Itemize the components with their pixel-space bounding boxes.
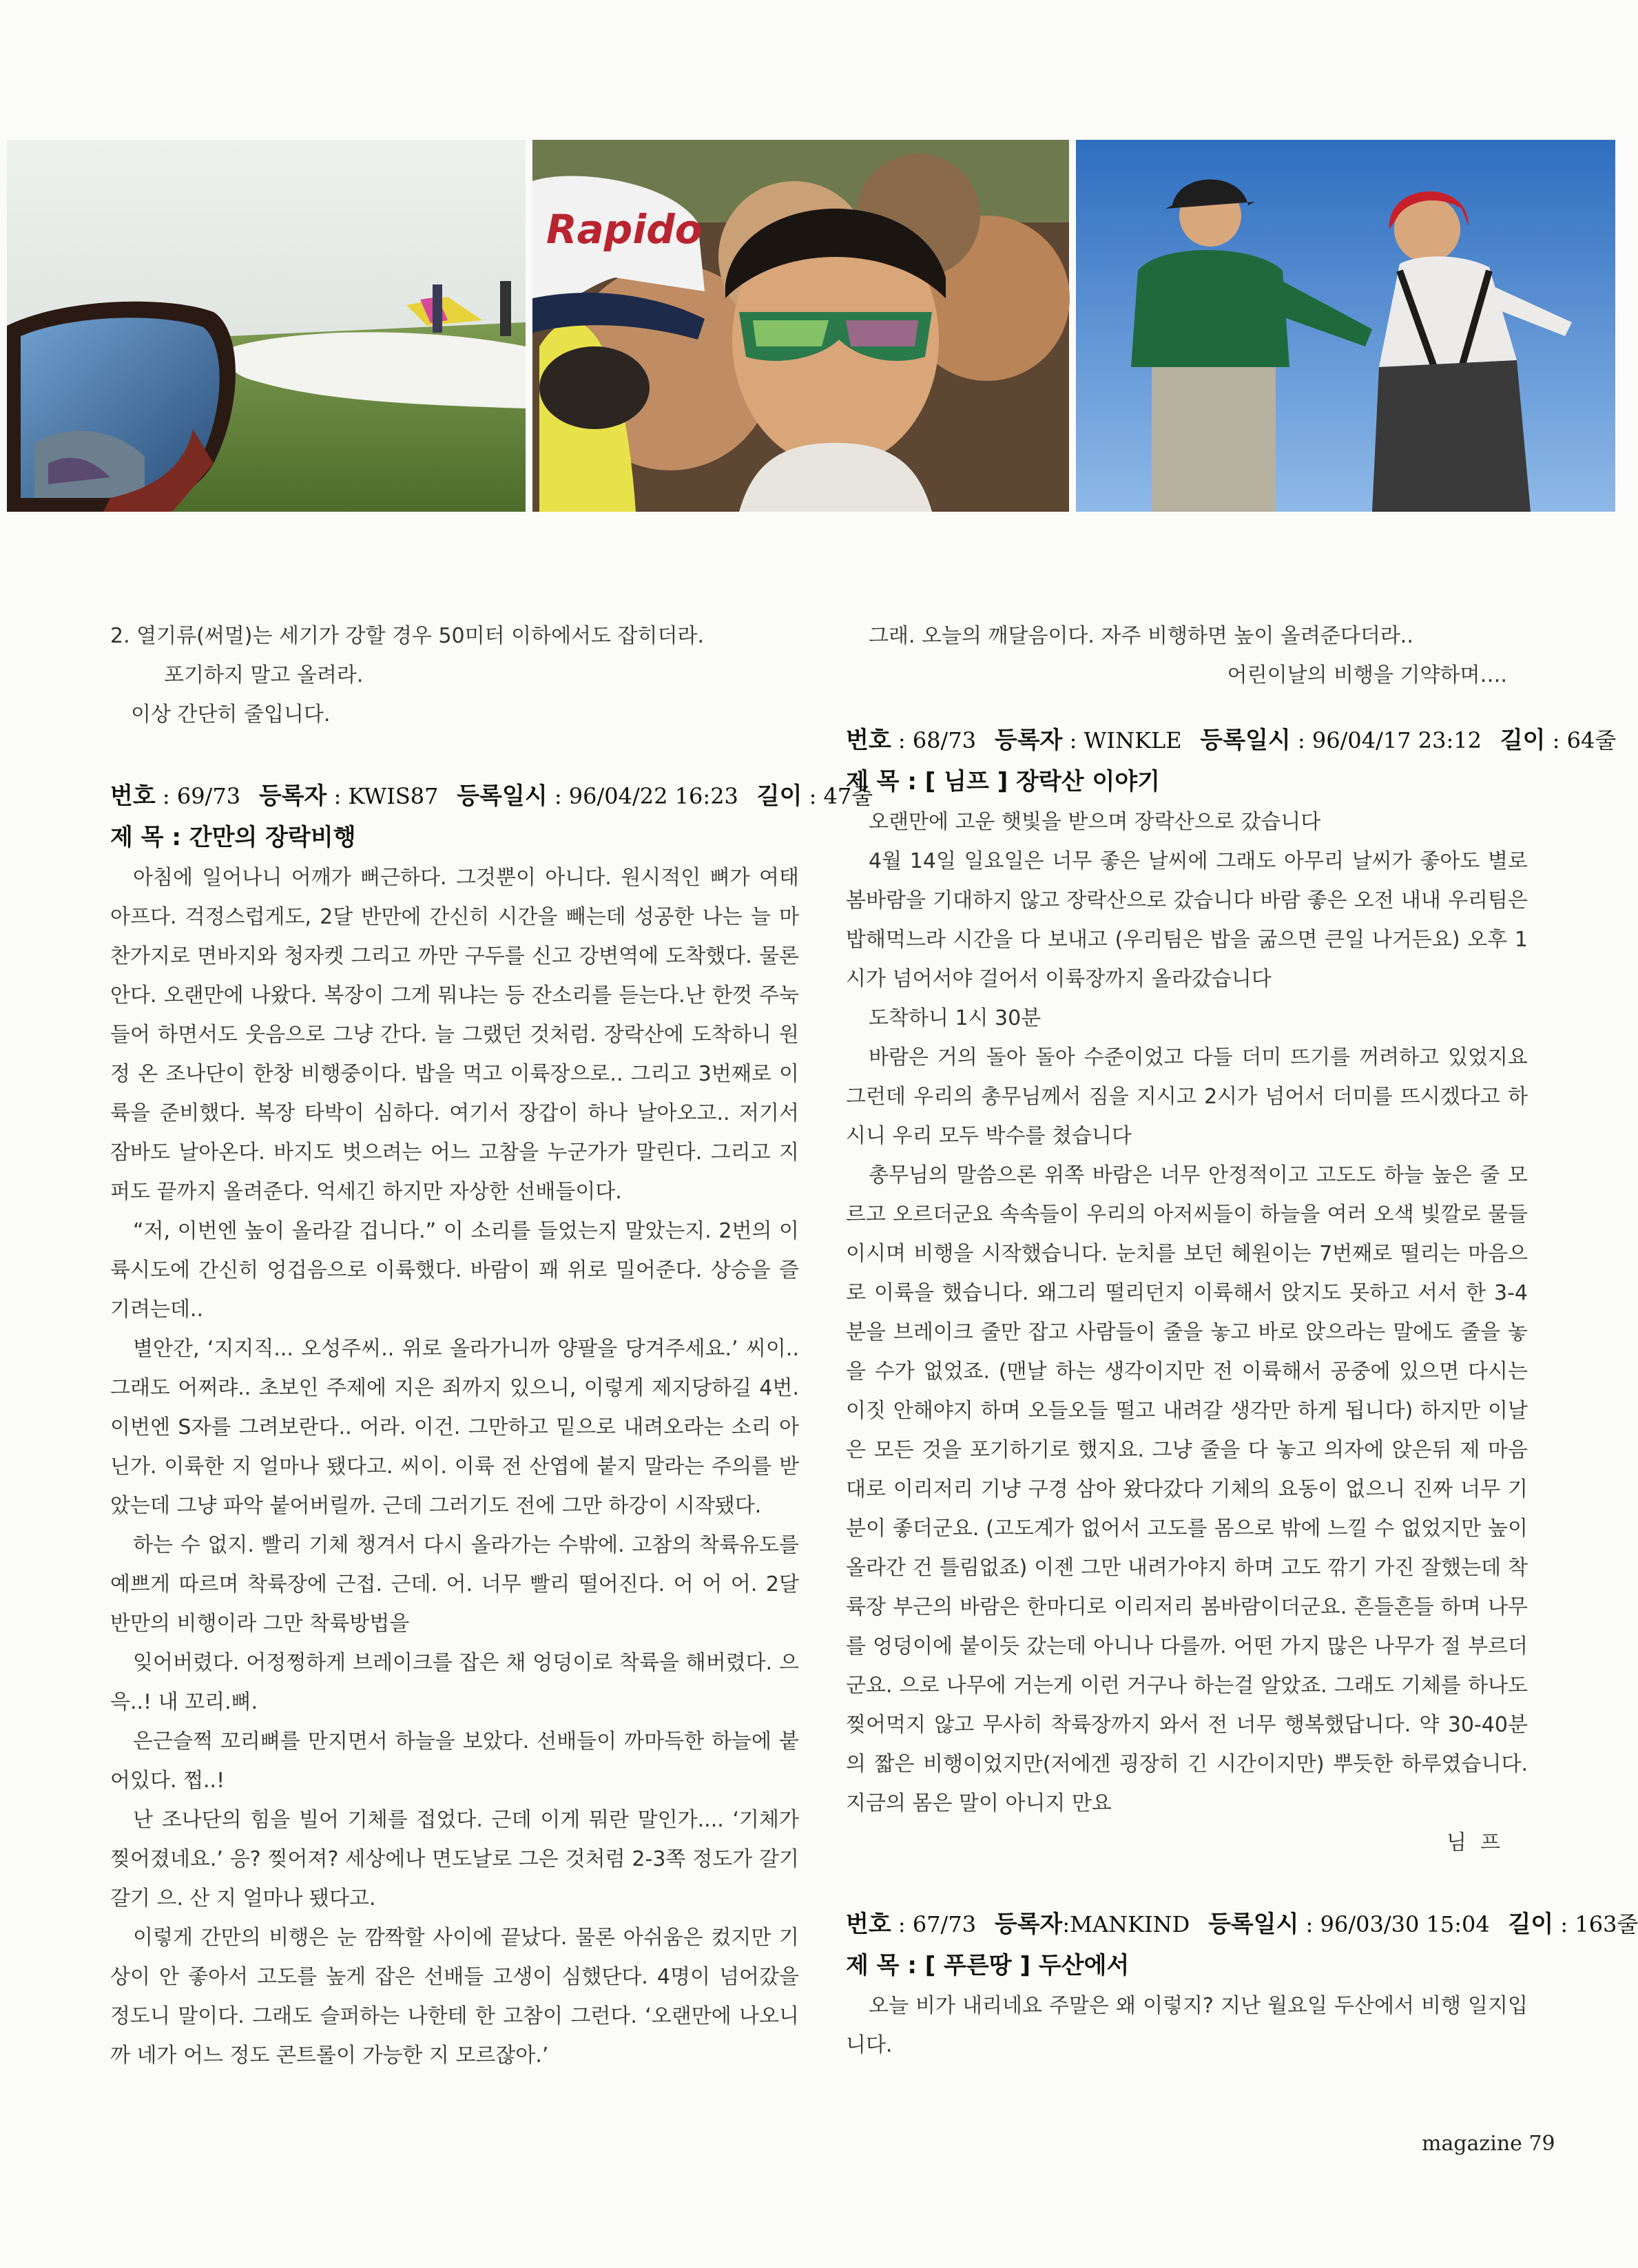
number-value: : 69/73	[155, 783, 241, 809]
number-label: 번호	[846, 727, 891, 754]
intro-line: 포기하지 말고 올려라.	[164, 663, 364, 687]
number-label: 번호	[110, 782, 156, 810]
intro-line: 어린이날의 비행을 기약하며….	[1227, 663, 1507, 687]
body-paragraph: 오랜만에 고운 햇빛을 받으며 장락산으로 갔습니다	[869, 810, 1321, 834]
intro-line: 그래. 오늘의 깨달음이다. 자주 비행하면 높이 올려준다더라..	[869, 624, 1413, 648]
author-label: 등록자	[994, 727, 1063, 754]
length-value: : 47줄	[802, 783, 873, 809]
photo-mirror-field-image	[7, 140, 526, 512]
date-label: 등록일시	[1208, 1911, 1299, 1938]
body-paragraph: 난 조나단의 힘을 빌어 기체를 접었다. 근데 이게 뭐란 말인가.... ‘기체가 찢어졌네요.’ 응? 찢어져? 세상에나 면도날로 그은 것처럼 2-3쪽 정도가 갈기갈기 으. 산 지 얼마나 됐다고.	[110, 1808, 799, 1911]
photo-crowd-goggles	[532, 140, 1069, 512]
post-title-67	[846, 1945, 1528, 1986]
date-value: : 96/04/22 16:23	[547, 783, 738, 809]
author-value: : KWIS87	[326, 783, 439, 809]
title-value: : [ 님프 ] 장락산 이야기	[899, 768, 1160, 795]
signature: 님프	[1447, 1831, 1514, 1855]
intro-line: 2. 열기류(써멀)는 세기가 강할 경우 50미터 이하에서도 잡히더라.	[110, 624, 705, 648]
date-value: : 96/04/17 23:12	[1290, 727, 1482, 753]
magazine-label: magazine	[1422, 2132, 1522, 2156]
post-header-67	[846, 1904, 1638, 1945]
author-label: 등록자	[258, 782, 327, 810]
left-column	[110, 616, 873, 2075]
body-paragraph: 별안간, ‘지지직... 오성주씨.. 위로 올라가니까 양팔을 당겨주세요.’ 씨이.. 그래도 어쩌랴.. 초보인 주제에 지은 죄까지 있으니, 이렇게 제지당하길 4번. 이번엔 S자를 그려보란다.. 어라. 이건. 그만하고 밑으로 내려오라는 소리 아닌가. 이륙한 지 얼마나 됐다고. 씨이. 이륙 전 산엽에 붙지 말라는 주의를 받았는데 그냥 파악 붙어버릴까. 근데 그러기도 전에 그만 하강이 시작됐다.	[110, 1337, 799, 1518]
body-paragraph: “저, 이번엔 높이 올라갈 겁니다.” 이 소리를 들었는지 말았는지. 2번의 이륙시도에 간신히 엉겁음으로 이륙했다. 바람이 꽤 위로 밀어준다. 상승을 즐기려는데..	[110, 1219, 799, 1322]
post-header-68	[846, 720, 1617, 761]
page-footer	[1422, 2132, 1555, 2156]
title-value: : 간만의 장락비행	[163, 824, 356, 851]
number-label: 번호	[846, 1911, 891, 1938]
cap-logo-text: Rapido	[546, 206, 703, 253]
title-label: 제 목	[846, 1952, 900, 1979]
number-value: : 67/73	[891, 1911, 977, 1937]
body-paragraph: 하는 수 없지. 빨리 기체 챙겨서 다시 올라가는 수밖에. 고참의 착륙유도를 예쁘게 따르며 착륙장에 근접. 근데. 어. 너무 빨리 떨어진다. 어 어 어. 2달 반만의 비행이라 그만 착륙방법을	[110, 1533, 799, 1636]
body-paragraph: 4월 14일 일요일은 너무 좋은 날씨에 그래도 아무리 날씨가 좋아도 별로 봄바람을 기대하지 않고 장락산으로 갔습니다 바람 좋은 오전 내내 우리팀은 밥해먹느라 시간을 다 보내고 (우리팀은 밥을 굶으면 큰일 나거든요) 오후 1시가 넘어서야 걸어서 이륙장까지 올라갔습니다	[846, 849, 1528, 991]
photo-mirror-field	[7, 140, 526, 512]
title-label: 제 목	[846, 768, 900, 795]
title-label: 제 목	[110, 824, 164, 851]
length-label: 길이	[756, 782, 802, 810]
author-value: :MANKIND	[1062, 1911, 1190, 1937]
body-paragraph: 총무님의 말씀으론 위쪽 바람은 너무 안정적이고 고도도 하늘 높은 줄 모르고 오르더군요 속속들이 우리의 아저씨들이 하늘을 여러 오색 빛깔로 물들이시며 비행을 시작했습니다. 눈치를 보던 혜원이는 7번째로 떨리는 마음으로 이륙을 했습니다. 왜그리 떨리던지 이륙해서 앉지도 못하고 서서 한 3-4 분을 브레이크 줄만 잡고 사람들이 줄을 놓고 바로 앉으라는 말에도 줄을 놓을 수가 없었죠. (맨날 하는 생각이지만 전 이륙해서 공중에 있으면 다시는 이짓 안해야지 하며 오들오들 떨고 내려갈 생각만 하게 됩니다) 하지만 이날은 모든 것을 포기하기로 했지요. 그냥 줄을 다 놓고 의자에 앉은뒤 제 마음대로 이리저리 기냥 구경 삼아 왔다갔다 기체의 요동이 없으니 진짜 너무 기분이 좋더군요. (고도계가 없어서 고도를 몸으로 밖에 느낄 수 없었지만 높이 올라간 건 틀림없죠) 이젠 그만 내려가야지 하며 고도 깎기 가진 잘했는데 착륙장 부근의 바람은 한마디로 이리저리 봄바람이더군요. 흔들흔들 하며 나무를 엉덩이에 붙이듯 갔는데 아니나 다를까. 어떤 가지 많은 나무가 절 부르더군요. 으로 나무에 거는게 이런 거구나 하는걸 알았죠. 그래도 기체를 하나도 찢어먹지 않고 무사히 착륙장까지 와서 전 너무 행복했답니다. 약 30-40분의 짧은 비행이었지만(저에겐 굉장히 긴 시간이지만) 뿌듯한 하루였습니다. 지금의 몸은 말이 아니지 만요	[846, 1163, 1528, 1816]
date-value: : 96/03/30 15:04	[1298, 1911, 1490, 1937]
photo-pilots-sky	[1076, 140, 1615, 512]
body-paragraph: 이렇게 간만의 비행은 눈 깜짝할 사이에 끝났다. 물론 아쉬움은 컸지만 기상이 안 좋아서 고도를 높게 잡은 선배들 고생이 심했단다. 4명이 넘어갔을 정도니 말이다. 그래도 슬퍼하는 나한테 한 고참이 그런다. ‘오랜만에 나오니까 네가 어느 정도 콘트롤이 가능한 지 모르잖아.’	[110, 1926, 799, 2068]
author-label: 등록자	[994, 1911, 1063, 1938]
right-column	[846, 616, 1638, 2065]
body-paragraph: 은근슬쩍 꼬리뼈를 만지면서 하늘을 보았다. 선배들이 까마득한 하늘에 붙어있다. 쩝..!	[110, 1729, 799, 1793]
date-label: 등록일시	[1200, 727, 1291, 754]
length-label: 길이	[1508, 1911, 1554, 1938]
title-value: : [ 푸른땅 ] 두산에서	[899, 1952, 1130, 1979]
post-header-69	[110, 776, 873, 817]
length-label: 길이	[1500, 727, 1546, 754]
body-paragraph: 아침에 일어나니 어깨가 뻐근하다. 그것뿐이 아니다. 원시적인 뼈가 여태 아프다. 걱정스럽게도, 2달 반만에 간신히 시간을 빼는데 성공한 나는 늘 마찬가지로 면바지와 청자켓 그리고 까만 구두를 신고 강변역에 도착했다. 물론 안다. 오랜만에 나왔다. 복장이 그게 뭐냐는 등 잔소리를 듣는다.난 한껏 주눅들어 하면서도 웃음으로 그냥 간다. 늘 그랬던 것처럼. 장락산에 도착하니 원정 온 조나단이 한창 비행중이다. 밥을 먹고 이륙장으로.. 그리고 3번째로 이륙을 준비했다. 복장 타박이 심하다. 여기서 장갑이 하나 날아오고.. 저기서 잠바도 날아온다. 바지도 벗으려는 어느 고참을 누군가가 말린다. 그리고 지퍼도 끝까지 올려준다. 억세긴 하지만 자상한 선배들이다.	[110, 866, 799, 1204]
body-paragraph: 오늘 비가 내리네요 주말은 왜 이렇지? 지난 월요일 두산에서 비행 일지입니다.	[846, 1994, 1528, 2057]
page-number: 79	[1528, 2132, 1555, 2156]
body-paragraph: 도착하니 1시 30분	[869, 1006, 1041, 1030]
length-value: : 163줄	[1553, 1911, 1638, 1937]
intro-line: 이상 간단히 줄입니다.	[131, 703, 331, 727]
photo-pilots-sky-image	[1076, 140, 1615, 512]
photo-crowd-goggles-image	[532, 140, 1069, 512]
body-paragraph: 바람은 거의 돌아 돌아 수준이었고 다들 더미 뜨기를 꺼려하고 있었지요 그런데 우리의 총무님께서 짐을 지시고 2시가 넘어서 더미를 뜨시겠다고 하시니 우리 모두 박수를 쳤습니다	[846, 1045, 1528, 1148]
length-value: : 64줄	[1545, 727, 1617, 753]
author-value: : WINKLE	[1062, 727, 1182, 753]
post-title-69	[110, 817, 799, 858]
post-title-68	[846, 761, 1528, 802]
number-value: : 68/73	[891, 727, 977, 753]
date-label: 등록일시	[457, 782, 548, 810]
photo-strip	[7, 140, 1615, 512]
body-paragraph: 잊어버렸다. 어정쩡하게 브레이크를 잡은 채 엉덩이로 착륙을 해버렸다. 으윽..! 내 꼬리.뼈.	[110, 1651, 799, 1714]
